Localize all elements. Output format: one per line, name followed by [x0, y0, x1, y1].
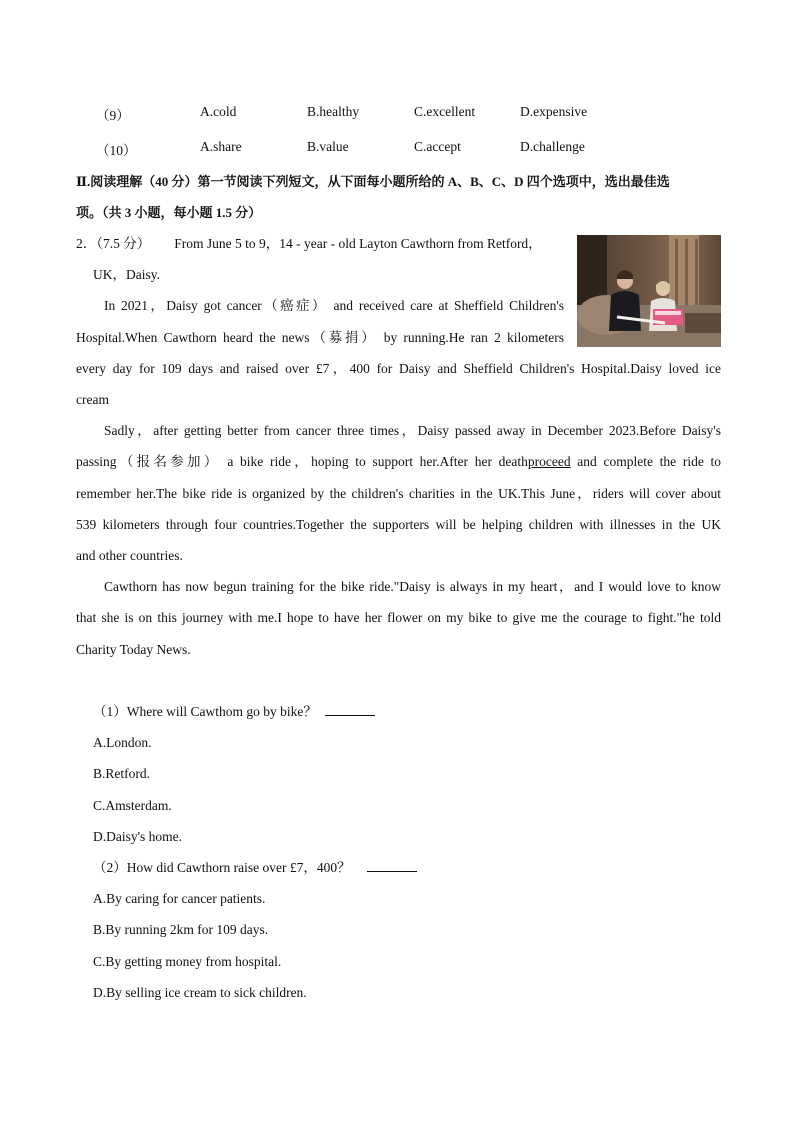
- option-b: B.value: [307, 139, 349, 154]
- passage-text: From June 5 to 9，14 - year - old Layton Cawthorn from Retford，: [174, 236, 542, 251]
- option-b: B.healthy: [307, 104, 360, 119]
- question-text: （1）Where will Cawthom go by bike？: [93, 704, 317, 719]
- option-a: A.share: [200, 139, 242, 154]
- passage-line-9: remember her.The bike ride is organized by the children's charities in the UK.This June，riders will cover about: [76, 486, 721, 501]
- option-row-10: [96, 139, 716, 159]
- passage-line-4: Hospital.When Cawthorn heard the news（募捐） by running.He ran 2 kilometers: [76, 330, 564, 345]
- passage-line-5: every day for 109 days and raised over £7，400 for Daisy and Sheffield Children's Hospital.Daisy loved ice: [76, 361, 721, 376]
- option-d: D.challenge: [520, 139, 585, 154]
- passage-text: passing（报名参加） a bike ride，hoping to support her.After her death: [76, 454, 528, 469]
- section-heading-line2: 项。（共 3 小题，每小题 1.5 分）: [76, 205, 262, 220]
- question-2-choice-d: D.By selling ice cream to sick children.: [93, 985, 307, 1000]
- answer-blank[interactable]: [367, 859, 417, 872]
- option-c: C.excellent: [414, 104, 476, 119]
- passage-text: and complete the ride to: [570, 454, 721, 469]
- photo-illustration: [577, 235, 721, 347]
- passage-line-1: [76, 234, 571, 254]
- passage-line-6: cream: [76, 392, 109, 407]
- passage-line-10: 539 kilometers through four countries.Together the supporters will be helping children with illnesses in the UK: [76, 517, 721, 532]
- question-number: 2．（7.5 分）: [76, 236, 151, 251]
- passage-line-8: [76, 452, 721, 472]
- passage-line-12: Cawthorn has now begun training for the bike ride."Daisy is always in my heart，and I would love to know: [104, 579, 721, 594]
- question-1-choice-b: B.Retford.: [93, 766, 150, 781]
- passage-line-13: that she is on this journey with me.I hope to have her flower on my bike to give me the courage to fight."he told: [76, 610, 721, 625]
- question-2-choice-b: B.By running 2km for 109 days.: [93, 922, 269, 937]
- underlined-word: proceed: [527, 454, 571, 469]
- option-c: C.accept: [414, 139, 461, 154]
- passage-photo: [577, 235, 721, 347]
- passage-line-11: and other countries.: [76, 548, 183, 563]
- option-d: D.expensive: [520, 104, 588, 119]
- passage-line-14: Charity Today News.: [76, 642, 191, 657]
- question-1-stem: [93, 702, 375, 722]
- question-1-choice-d: D.Daisy's home.: [93, 829, 183, 844]
- question-1-choice-a: A.London.: [93, 735, 152, 750]
- question-2-stem: [93, 858, 417, 878]
- question-2-choice-c: C.By getting money from hospital.: [93, 954, 282, 969]
- option-row-9: [96, 104, 716, 124]
- answer-blank[interactable]: [325, 703, 375, 716]
- option-number: （9）: [96, 108, 130, 123]
- question-2-choice-a: A.By caring for cancer patients.: [93, 891, 266, 906]
- passage-line-3: In 2021，Daisy got cancer（癌症） and received care at Sheffield Children's: [104, 298, 564, 313]
- passage-line-2: UK，Daisy.: [93, 267, 160, 282]
- question-text: （2）How did Cawthorn raise over £7，400？: [93, 860, 351, 875]
- question-1-choice-c: C.Amsterdam.: [93, 798, 172, 813]
- option-a: A.cold: [200, 104, 237, 119]
- option-number: （10）: [96, 143, 137, 158]
- section-heading-line1: Ⅱ.阅读理解（40 分）第一节阅读下列短文，从下面每小题所给的 A、B、C、D 四个选项中，选出最佳选: [76, 174, 670, 189]
- passage-line-7: Sadly，after getting better from cancer three times，Daisy passed away in December 2023.Before Daisy's: [104, 423, 721, 438]
